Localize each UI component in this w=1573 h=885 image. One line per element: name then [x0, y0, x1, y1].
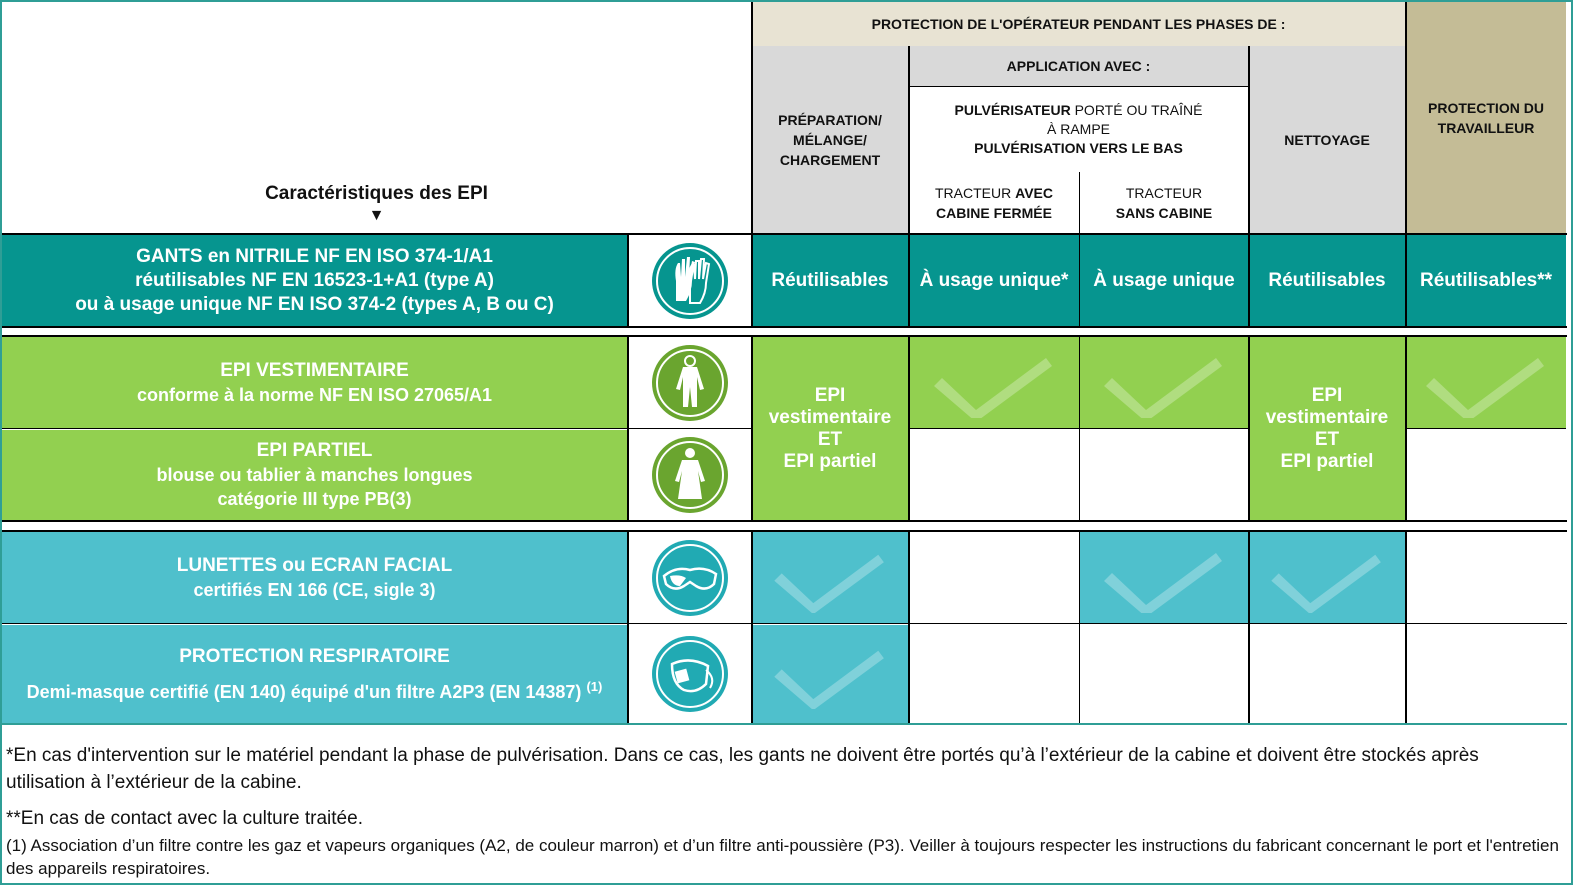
down-arrow-icon: ▼	[368, 207, 385, 224]
apron-icon	[650, 435, 730, 515]
preparation-header	[752, 46, 908, 233]
gloves-line3: ou à usage unique NF EN ISO 374-2 (types A, B ou C)	[75, 293, 554, 315]
goggles-title: LUNETTES ou ECRAN FACIAL	[176, 555, 453, 576]
checkmark-icon	[1094, 543, 1234, 613]
worker-protection-line1: PROTECTION DU	[1428, 99, 1544, 116]
goggles-sub: certifiés EN 166 (CE, sigle 3)	[193, 580, 436, 600]
divider	[1248, 46, 1250, 233]
respirator-label	[2, 625, 627, 723]
preparation-line3: CHARGEMENT	[779, 151, 881, 168]
operator-protection-header	[752, 2, 1405, 46]
gloves-worker: Réutilisables**	[1406, 235, 1566, 326]
respirator-cleaning-empty	[1249, 625, 1405, 723]
gloves-preparation: Réutilisables	[752, 235, 908, 326]
goggles-icon	[650, 538, 730, 618]
divider	[1405, 235, 1407, 326]
gloves-line2: réutilisables NF EN 16523-1+A1 (type A)	[135, 269, 494, 291]
divider	[627, 532, 629, 723]
divider	[1248, 235, 1250, 326]
apron-sub1: blouse ou tablier à manches longues	[156, 465, 473, 485]
divider	[909, 428, 1248, 429]
sprayer-line2: À RAMPE	[1046, 121, 1110, 137]
respirator-title: PROTECTION RESPIRATOIRE	[179, 645, 450, 667]
epi-cleaning-merged: EPI vestimentaire ET EPI partiel	[1249, 337, 1405, 520]
coverall-label	[2, 337, 627, 429]
coverall-no-cabin-check	[1080, 337, 1248, 429]
epi-preparation-merged: EPI vestimentaire ET EPI partiel	[752, 337, 908, 520]
sprayer-line1: PULVÉRISATEUR PORTÉ OU TRAÎNÉ	[954, 102, 1203, 118]
divider	[751, 337, 753, 520]
respirator-cabin-empty	[909, 625, 1079, 723]
table-bottom-border	[2, 723, 1567, 725]
application-header	[909, 46, 1248, 86]
gloves-no-cabin: À usage unique	[1080, 235, 1248, 326]
gloves-cleaning: Réutilisables	[1249, 235, 1405, 326]
divider	[627, 235, 629, 326]
tractor-with-cabin-header: TRACTEUR AVEC CABINE FERMÉE	[909, 172, 1079, 233]
goggles-no-cabin-check	[1080, 532, 1248, 624]
gloves-cabin: À usage unique*	[909, 235, 1079, 326]
characteristics-title: Caractéristiques des EPI	[265, 183, 488, 204]
worker-protection-header	[1406, 2, 1566, 233]
goggles-cabin-empty	[909, 532, 1079, 624]
checkmark-icon	[765, 639, 895, 709]
footnote-culture: **En cas de contact avec la culture traitée.	[6, 808, 363, 829]
divider	[909, 86, 1248, 87]
divider	[908, 46, 910, 233]
divider	[908, 532, 910, 723]
goggles-cleaning-check	[1249, 532, 1405, 624]
footnote-gloves: *En cas d'intervention sur le matériel pendant la phase de pulvérisation. Dans ce cas, les gants ne doivent être portés qu’à l’extérieur de la cabine et doivent être stockés après utilisation à l’extérieur de la cabine.	[6, 745, 1479, 793]
apron-sub2: catégorie III type PB(3)	[217, 489, 412, 509]
preparation-line1: PRÉPARATION/	[778, 111, 882, 128]
respirator-sub: Demi-masque certifié (EN 140) équipé d'un filtre A2P3 (EN 14387) $^{(1)}$	[26, 678, 603, 702]
divider	[2, 428, 751, 429]
coverall-cabin-check	[909, 337, 1079, 429]
operator-protection-title: PROTECTION DE L'OPÉRATEUR PENDANT LES PHASES DE :	[871, 16, 1286, 32]
divider	[908, 235, 910, 326]
divider	[751, 235, 753, 326]
cleaning-header	[1249, 46, 1405, 233]
apron-icon-cell	[628, 430, 751, 520]
respirator-preparation-check	[752, 625, 908, 723]
coverall-title: EPI VESTIMENTAIRE	[220, 360, 409, 381]
characteristics-header	[2, 2, 751, 233]
apron-title: EPI PARTIEL	[256, 440, 373, 461]
divider	[1405, 2, 1407, 233]
mask-icon	[650, 634, 730, 714]
respirator-worker-empty	[1406, 625, 1566, 723]
respirator-no-cabin-empty	[1080, 625, 1248, 723]
gloves-label	[2, 235, 627, 326]
sprayer-line3: PULVÉRISATION VERS LE BAS	[974, 140, 1183, 156]
application-title: APPLICATION AVEC :	[1006, 58, 1151, 74]
gloves-icon	[650, 241, 730, 321]
divider	[1248, 532, 1250, 723]
goggles-icon-cell	[628, 532, 751, 624]
divider	[1079, 532, 1080, 723]
footnote-filter: (1) Association d’un filtre contre les gaz et vapeurs organiques (A2, de couleur marron) et d’un filtre anti-poussière (P3). Veiller à toujours respecter les instructions du fabricant concernant le port et l'entretien des appareils respiratoires.	[6, 836, 1559, 878]
coverall-icon-cell	[628, 337, 751, 429]
goggles-label	[2, 532, 627, 624]
divider	[751, 2, 753, 233]
divider	[1405, 532, 1407, 723]
apron-label	[2, 430, 627, 520]
respirator-icon-cell	[628, 625, 751, 723]
divider	[2, 520, 1567, 522]
divider	[751, 532, 753, 723]
worker-protection-line2: TRAVAILLEUR	[1437, 119, 1535, 136]
checkmark-icon	[924, 348, 1064, 418]
cleaning-title: NETTOYAGE	[1284, 131, 1370, 148]
sprayer-header	[909, 87, 1248, 172]
coverall-icon	[650, 343, 730, 423]
gloves-line1: GANTS en NITRILE NF EN ISO 374-1/A1	[136, 245, 493, 267]
checkmark-icon	[765, 543, 895, 613]
tractor-no-cabin-header: TRACTEUR SANS CABINE	[1080, 172, 1248, 233]
divider	[2, 623, 1567, 624]
divider	[2, 326, 1567, 328]
checkmark-icon	[1416, 348, 1556, 418]
goggles-preparation-check	[752, 532, 908, 624]
preparation-line2: MÉLANGE/	[793, 131, 867, 148]
divider	[1248, 337, 1250, 520]
divider	[1079, 235, 1080, 326]
goggles-worker-empty	[1406, 532, 1566, 624]
divider	[1406, 428, 1566, 429]
gloves-icon-cell	[628, 235, 751, 326]
coverall-worker-check	[1406, 337, 1566, 429]
divider	[1079, 172, 1080, 233]
checkmark-icon	[1094, 348, 1234, 418]
coverall-sub: conforme à la norme NF EN ISO 27065/A1	[136, 385, 493, 405]
checkmark-icon	[1262, 543, 1392, 613]
